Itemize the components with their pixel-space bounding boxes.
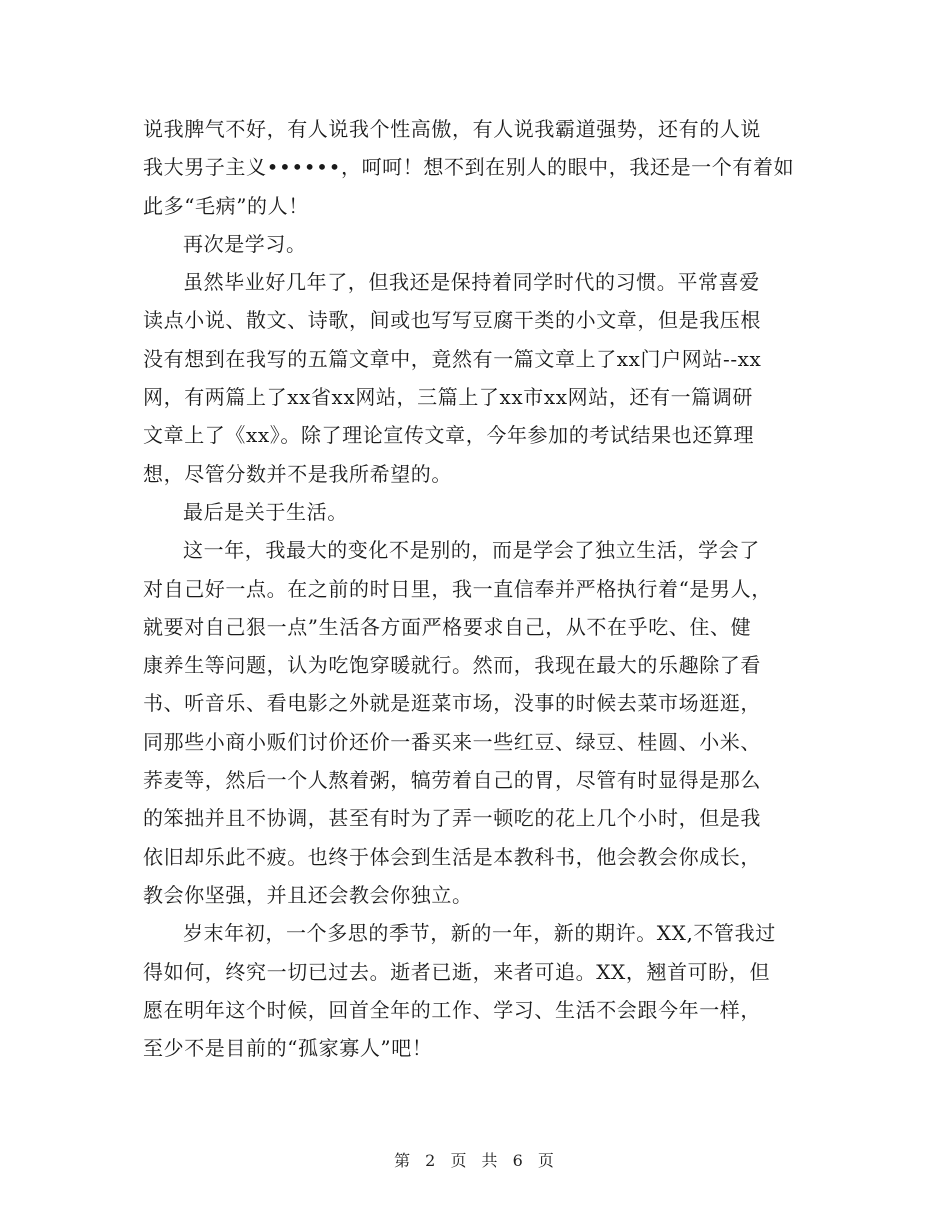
document-body [143, 110, 813, 1067]
paragraph-conclusion: 岁末年初，一个多思的季节，新的一年，新的期许。XX,不管我过 得如何，终究一切已过去。逝者已逝，来者可追。XX，翘首可盼，但 愿在明年这个时候，回首全年的工作、学习、生活不会跟今年一样， 至少不是目前的“孤家寡人”吧！ [143, 921, 776, 1061]
paragraph-study-heading: 再次是学习。 [183, 231, 307, 256]
paragraph-continued: 说我脾气不好，有人说我个性高傲，有人说我霸道强势，还有的人说 我大男子主义••••••，呵呵！想不到在别人的眼中，我还是一个有着如 此多“毛病”的人！ [143, 117, 795, 218]
page-number-footer: 第 2 页 共 6 页 [394, 1151, 556, 1170]
paragraph-life: 这一年，我最大的变化不是别的，而是学会了独立生活，学会了 对自己好一点。在之前的时日里，我一直信奉并严格执行着“是男人， 就要对自己狠一点”生活各方面严格要求自己，从不在乎吃、住、健 康养生等问题，认为吃饱穿暖就行。然而，我现在最大的乐趣除了看 书、听音乐、看电影之外就是逛菜市场，没事的时候去菜市场逛逛， 同那些小商小贩们讨价还价一番买来一些红豆、绿豆、桂圆、小米、 荞麦等，然后一个人熬着粥，犒劳着自己的胃，尽管有时显得是那么 的笨拙并且不协调，甚至有时为了弄一顿吃的花上几个小时，但是我 依旧却乐此不疲。也终于体会到生活是本教科书，他会教会你成长， 教会你坚强，并且还会教会你独立。 [143, 538, 772, 907]
paragraph-life-heading: 最后是关于生活。 [183, 499, 348, 524]
paragraph-study: 虽然毕业好几年了，但我还是保持着同学时代的习惯。平常喜爱 读点小说、散文、诗歌，间或也写写豆腐干类的小文章，但是我压根 没有想到在我写的五篇文章中，竟然有一篇文章上了xx门户网站--xx 网，有两篇上了xx省xx网站，三篇上了xx市xx网站，还有一篇调研 文章上了《xx》。除了理论宣传文章，今年参加的考试结果也还算理 想，尽管分数并不是我所希望的。 [143, 270, 762, 486]
